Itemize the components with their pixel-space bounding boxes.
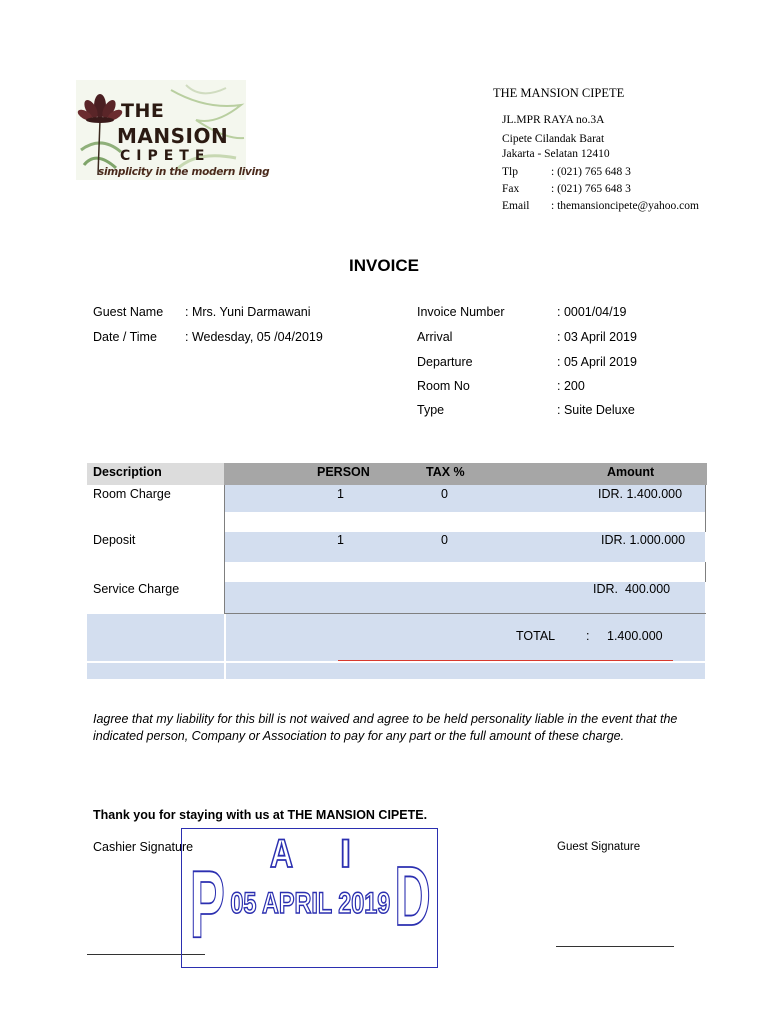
invoice-title: INVOICE [349, 256, 419, 275]
guest-name-label: Guest Name [93, 305, 164, 319]
table-divider [705, 512, 706, 532]
paid-stamp [181, 828, 438, 968]
table-footer-band [87, 663, 705, 679]
table-divider [705, 485, 706, 512]
hotel-address-line-1: JL.MPR RAYA no.3A [502, 114, 605, 126]
room-type-label: Type [417, 403, 445, 417]
logo-text-mansion: MANSION [117, 124, 229, 148]
hotel-address-line-3: Jakarta - Selatan 12410 [502, 148, 610, 160]
row-room-charge-description: Room Charge [93, 487, 171, 501]
invoice-number-label: Invoice Number [417, 305, 505, 319]
email-label: Email [502, 200, 530, 212]
row-service-charge-description: Service Charge [93, 582, 180, 596]
tlp-label: Tlp [502, 166, 518, 178]
header-amount: Amount [607, 465, 655, 479]
table-divider [224, 613, 706, 614]
header-person: PERSON [317, 465, 370, 479]
invoice-number-value: : 0001/04/19 [557, 305, 627, 319]
stamp-date: 05 APRIL 2019 [230, 886, 391, 920]
guest-name-value: : Mrs. Yuni Darmawani [185, 305, 311, 319]
row-deposit-description: Deposit [93, 533, 136, 547]
logo-tagline: simplicity in the modern living [98, 166, 270, 178]
stamp-letter-i: I [340, 832, 352, 876]
hotel-logo [76, 80, 270, 180]
hotel-name: THE MANSION CIPETE [493, 86, 625, 100]
total-colon: : [586, 629, 590, 643]
fax-value: : (021) 765 648 3 [551, 183, 631, 195]
logo-text-cipete: CIPETE [120, 148, 211, 164]
logo-text-the: THE [121, 100, 165, 122]
row-deposit-person: 1 [337, 533, 344, 547]
stamp-letter-a: A [270, 830, 294, 876]
row-deposit-tax: 0 [441, 533, 448, 547]
date-time-label: Date / Time [93, 330, 157, 344]
guest-signature-label: Guest Signature [557, 841, 641, 853]
total-value: 1.400.000 [607, 629, 663, 643]
header-tax: TAX % [426, 465, 465, 479]
room-type-value: : Suite Deluxe [557, 403, 635, 417]
hotel-address-line-2: Cipete Cilandak Barat [502, 133, 605, 145]
row-room-charge-tax: 0 [441, 487, 448, 501]
table-divider [224, 485, 225, 614]
room-no-value: : 200 [557, 379, 585, 393]
row-room-charge-person: 1 [337, 487, 344, 501]
room-no-label: Room No [417, 379, 470, 393]
header-description: Description [93, 465, 162, 479]
total-underline [338, 660, 673, 661]
departure-value: : 05 April 2019 [557, 355, 637, 369]
thank-you-message: Thank you for staying with us at THE MANSION CIPETE. [93, 808, 428, 822]
row-room-charge-amount: IDR. 1.400.000 [598, 487, 683, 501]
table-divider [705, 562, 706, 582]
stamp-letter-d: D [394, 848, 431, 944]
arrival-value: : 03 April 2019 [557, 330, 637, 344]
row-deposit-amount: IDR. 1.000.000 [601, 533, 686, 547]
email-value: : themansioncipete@yahoo.com [551, 200, 699, 212]
liability-statement: Iagree that my liability for this bill is not waived and agree to be held personality liable in the event that the indicated person, Company or Association to pay for any part or the full amount of these charge. [93, 712, 678, 743]
guest-signature-line [556, 946, 674, 947]
total-label: TOTAL [516, 629, 556, 643]
date-time-value: : Wedesday, 05 /04/2019 [185, 330, 323, 344]
departure-label: Departure [417, 355, 473, 369]
row-service-charge-amount: IDR. 400.000 [593, 582, 671, 596]
table-divider [87, 661, 705, 663]
tlp-value: : (021) 765 648 3 [551, 166, 631, 178]
cashier-signature-label: Cashier Signature [93, 840, 194, 854]
table-divider [224, 614, 226, 679]
arrival-label: Arrival [417, 330, 453, 344]
fax-label: Fax [502, 183, 520, 195]
stamp-letter-p: P [189, 851, 225, 959]
paid-stamp-graphic [182, 829, 437, 967]
